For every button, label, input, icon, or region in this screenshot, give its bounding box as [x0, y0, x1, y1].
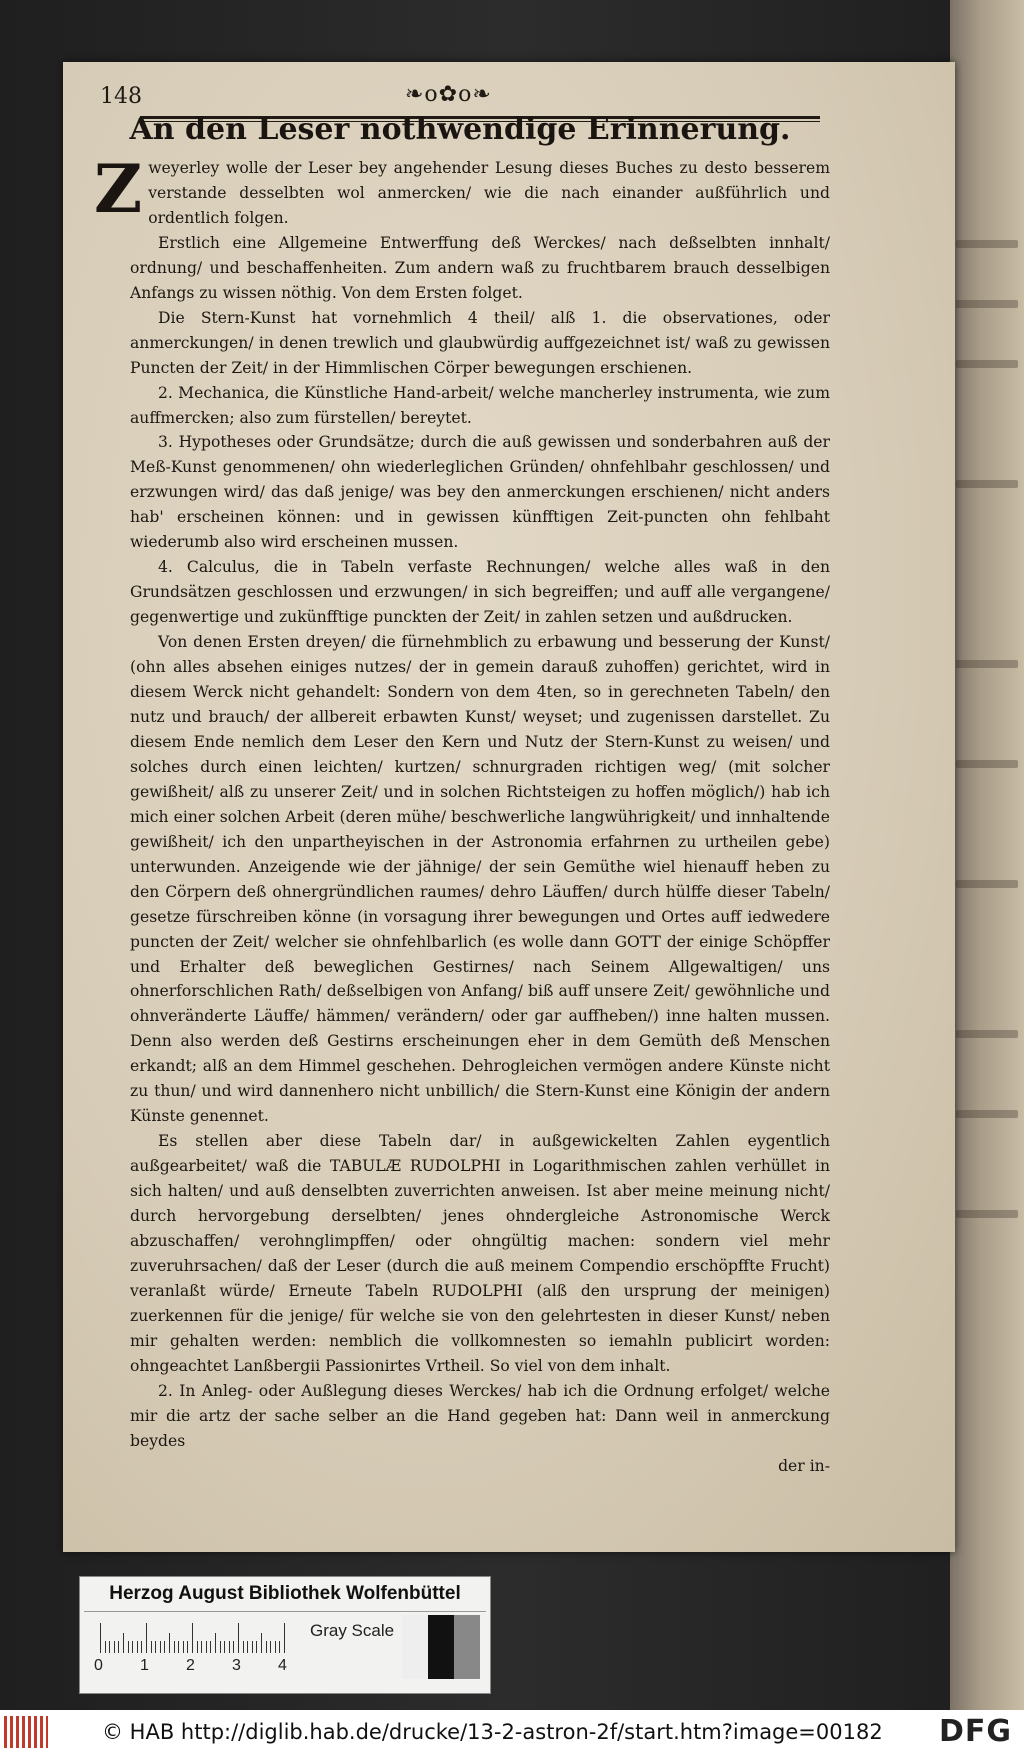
ghost-line [956, 1030, 1018, 1038]
paragraph: 3. Hypotheses oder Grundsätze; durch die auß gewissen und sonderbahren auß der Meß-Kunst genommenen/ ohn wiederleglichen Gründen/ ohnfehlbahr geschlossen/ und erzwungen wird/ das daß jenige/ was bey den anmerckungen erschienen/ nicht anders hab' erscheinen können: und in gewissen künfftigen Zeit-puncten ohn fehlbaht wiederumb also wird erscheinen mussen. [130, 433, 830, 552]
ruler-tick [151, 1641, 152, 1653]
grayscale-label: Gray Scale [310, 1621, 395, 1640]
ruler-tick [247, 1641, 248, 1653]
paragraph: Es stellen aber diese Tabeln dar/ in außgewickelten Zahlen eygentlich außgearbeitet/ waß die TABULÆ RUDOLPHI in Logarithmischen zahlen verhüllet in sich halten/ und auß denselbten zuverrichten anweisen. Ist aber meine meinung nicht/ durch hervorgebung derselbten/ jenes ohndergleiche Astronomische Werck abzuschaffen/ verohnglimpffen/ oder ohngültig machen: sondern viel mehr zuveruhrsachen/ daß der Leser (durch die auß meinem Compendio erschöpffte Frucht) veranlaßt würde/ Erneute Tabeln RUDOLPHI (alß den ursprung der meinigen) zuerkennen für die jenige/ für welche sie von den gelehrtesten in dieser Kunst/ neben mir gehalten werden: nemblich die vollkomnesten so iemahln publicirt worden: ohngeachtet Lanßbergii Passionirtes Vrtheil. So viel von dem inhalt. [130, 1132, 830, 1375]
ruler-tick [261, 1633, 262, 1653]
swatch-gray [454, 1615, 480, 1679]
ruler-tick [266, 1641, 267, 1653]
swatch-black [428, 1615, 454, 1679]
ruler-tick [206, 1641, 207, 1653]
ruler-number: 1 [140, 1657, 149, 1674]
ruler-tick [233, 1641, 234, 1653]
ruler-tick [192, 1623, 193, 1653]
paragraph: 2. In Anleg- oder Außlegung dieses Werckes/ hab ich die Ordnung erfolget/ welche mir die artz der sache selber an die Hand gegeben hat: Dann weil in anmerckung beydes [130, 1381, 830, 1450]
ruler-tick [224, 1641, 225, 1653]
ruler-number: 3 [232, 1657, 241, 1674]
ghost-line [956, 880, 1018, 888]
paragraph: 2. Mechanica, die Künstliche Hand-arbeit/ welche mancherley instrumenta, wie zum auffmercken; also zum fürstellen/ bereytet. [130, 383, 830, 427]
ruler-tick [238, 1623, 239, 1653]
ruler-tick [114, 1641, 115, 1653]
ruler-tick [201, 1641, 202, 1653]
ruler-tick [132, 1641, 133, 1653]
paragraph: Von denen Ersten dreyen/ die fürnehmblich zu erbawung und besserung der Kunst/ (ohn alles absehen einiges nutzes/ der in gemein darauß zuhoffen) gerichtet, wird in diesem Werck nicht gehandelt: Sondern von dem 4ten, so in gerechneten Tabeln/ den nutz und brauch/ der allbereit erbawten Kunst/ weyset; und zugenissen darstellet. Zu diesem Ende nemlich dem Leser den Kern und Nutz der Stern-Kunst zu weisen/ und solches durch einen leichten/ kurtzen/ schnurgraden richtigen weg/ (mit solcher gewißheit/ alß zu unserer Zeit/ und in solchen Richtsteigen zu hoffen möglich/) hab ich mich einer solchen Arbeit (deren mühe/ beschwerliche langwührigkeit/ und innhaltende gewißheit/ ich den unpartheyischen in der Astronomia erfahrnen zu urtheilen gebe) unterwunden. Anzeigende wie der jähnige/ der sein Gemüthe wiel hienauff heben zu den Cörpern deß ohnergründlichen raumes/ dehro Läuffen/ durch hülffe dieser Tabeln/ gesetze fürschreiben könne (in vorsagung ihrer bewegungen und Ortes auff iedwedere puncten der Zeit/ welcher sie ohnfehlbarlich (es wolle dann GOTT der einige Schöpffer und Erhalter deß beweglichen Gestirnes/ nach Seinem Allgewaltigen/ uns ohnerforschlichen Rath/ deßselbigen von Anfang/ biß auff unsere Zeit/ gewöhnliche und ohnveränderte Läuffe/ hämmen/ verändern/ oder gar auffheben/) inne halten mussen. Denn also werden deß Gestirns erscheinungen eher in dem Gemüth deß Menschen erkandt; alß an dem Himmel geschehen. Dehrogleichen vermögen andere Künste nicht zu thun/ und wird dannenhero nicht unbillich/ die Stern-Kunst eine Königin der andern Künste genennet. [130, 633, 830, 1126]
ruler-tick [187, 1641, 188, 1653]
ruler-tick [215, 1633, 216, 1653]
ruler-tick [160, 1641, 161, 1653]
ghost-line [956, 240, 1018, 248]
ruler-tick [210, 1641, 211, 1653]
footer-credit: © HAB http://diglib.hab.de/drucke/13-2-astron-2f/start.htm?image=00182 [102, 1720, 883, 1744]
ruler-tick [109, 1641, 110, 1653]
hab-logo-icon [4, 1716, 48, 1748]
ruler-number: 2 [186, 1657, 195, 1674]
label-divider [84, 1611, 486, 1612]
ruler-tick [141, 1641, 142, 1653]
ruler-tick [118, 1641, 119, 1653]
dfg-logo: DFG [938, 1714, 1012, 1749]
ruler-tick [164, 1641, 165, 1653]
footer-bar [0, 1710, 1024, 1752]
drop-cap: Z [94, 150, 143, 228]
ruler-tick [256, 1641, 257, 1653]
paragraph-text: weyerley wolle der Leser bey angehender Lesung dieses Buches zu desto besserem verstande desselbten wol anmercken/ wie die nach einander außführlich und ordentlich folgen. [148, 159, 830, 227]
ghost-line [956, 660, 1018, 668]
ruler-tick [243, 1641, 244, 1653]
ghost-line [956, 300, 1018, 308]
ruler-tick [252, 1641, 253, 1653]
library-name: Herzog August Bibliothek Wolfenbüttel [109, 1583, 461, 1604]
ghost-line [956, 360, 1018, 368]
ruler-tick [178, 1641, 179, 1653]
ruler-number: 0 [94, 1657, 103, 1674]
swatch-white [402, 1615, 428, 1679]
ruler-tick [183, 1641, 184, 1653]
ruler-tick [174, 1641, 175, 1653]
ghost-line [956, 1110, 1018, 1118]
paragraph: 4. Calculus, die in Tabeln verfaste Rechnungen/ welche alles waß in den Grundsätzen geschlossen und erzwungen/ in sich begreiffen; und auff alle vergangene/ gegenwertige und zukünfftige punckten der Zeit/ in zahlen setzen und außdrucken. [130, 558, 830, 627]
ruler-tick [137, 1641, 138, 1653]
ruler-tick [270, 1641, 271, 1653]
facing-page-edge [950, 0, 1024, 1710]
page-number: 148 [100, 84, 142, 109]
header-ornament: ❧o✿o❧ [405, 82, 492, 107]
ruler-tick [155, 1641, 156, 1653]
ruler-tick [284, 1623, 285, 1653]
ruler-tick [220, 1641, 221, 1653]
grayscale-swatches [402, 1615, 480, 1679]
ghost-line [956, 760, 1018, 768]
ruler-tick [279, 1641, 280, 1653]
paragraph [94, 150, 830, 231]
ruler-tick [275, 1641, 276, 1653]
ruler-numbers [94, 1657, 394, 1681]
ruler-tick [146, 1623, 147, 1653]
ruler-tick [169, 1633, 170, 1653]
ruler-tick [100, 1623, 101, 1653]
ghost-line [956, 1210, 1018, 1218]
ruler-number: 4 [278, 1657, 287, 1674]
catchword: der in- [778, 1456, 830, 1475]
ruler-tick [229, 1641, 230, 1653]
library-label [79, 1576, 491, 1694]
ruler-tick [128, 1641, 129, 1653]
ruler-tick [123, 1633, 124, 1653]
paragraph: Die Stern-Kunst hat vornehmlich 4 theil/ alß 1. die observationes, oder anmerckungen/ in denen trewlich und glaubwürdig auffgezeichnet ist/ waß zu gewissen Puncten der Zeit/ in der Himmlischen Cörper bewegungen erschienen. [130, 308, 830, 377]
ruler-tick [197, 1641, 198, 1653]
ghost-line [956, 480, 1018, 488]
body-text [94, 150, 830, 1479]
paragraph: Erstlich eine Allgemeine Entwerffung deß Werckes/ nach deßselbten innhalt/ ordnung/ und beschaffenheiten. Zum andern waß zu fruchtbarem brauch desselbigen Anfangs zu wissen nöthig. Von dem Ersten folget. [130, 233, 830, 302]
page-title: An den Leser nothwendige Erinnerung. [129, 112, 791, 147]
ruler-tick [105, 1641, 106, 1653]
